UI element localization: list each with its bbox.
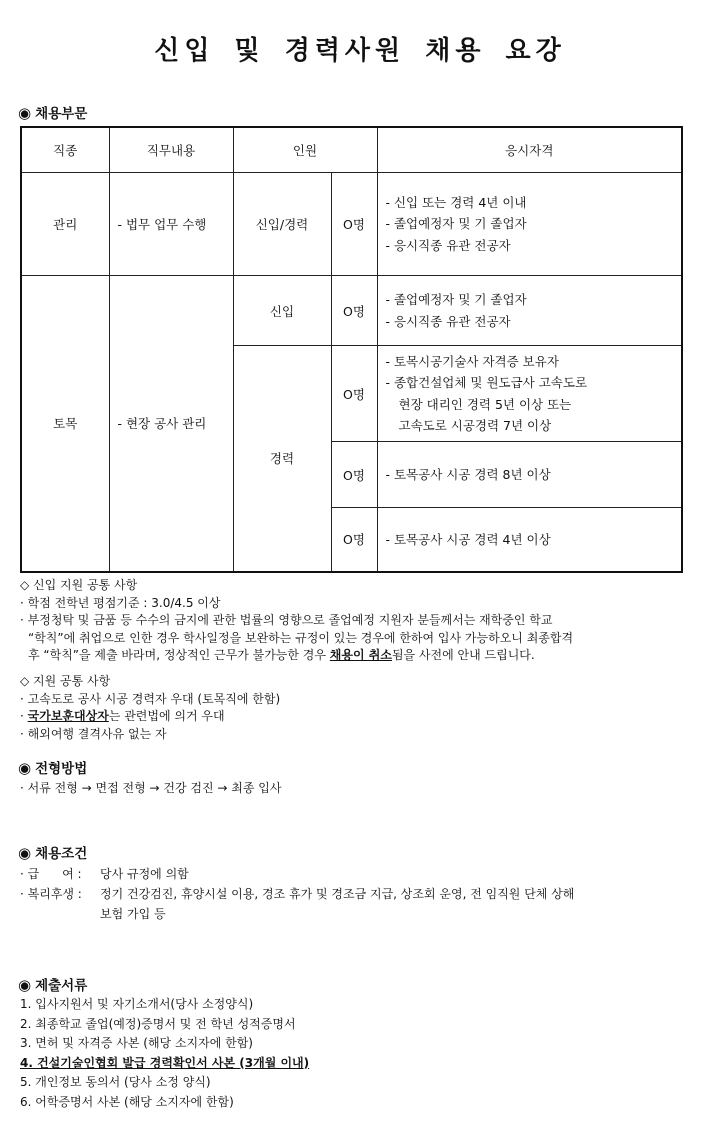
table-row (21, 276, 682, 346)
duty-mgmt: - 법무 업무 수행 (109, 173, 233, 276)
welfare-line: 보험 가입 등 (100, 907, 166, 921)
notes-new-line (20, 647, 692, 665)
condition-value (96, 884, 574, 924)
notes-text: 는 관련법에 의거 우대 (108, 709, 225, 724)
notes-new-heading: ◇ 신입 지원 공통 사항 (20, 578, 138, 592)
job-mgmt: 관리 (21, 173, 109, 276)
type-civil-exp: 경력 (233, 346, 331, 572)
condition-value: 당사 규정에 의함 (100, 867, 189, 881)
qual-line: - 졸업예정자 및 기 졸업자 (385, 216, 527, 232)
notes-new-line: · 부정청탁 및 금품 등 수수의 금지에 관한 법률의 영향으로 졸업예정 지원자 분들께서는 재학중인 학교 (20, 613, 553, 628)
notes-common-line: · 고속도로 공사 시공 경력자 우대 (토목직에 한함) (20, 691, 281, 706)
notes-text: 후 “학칙”을 제출 바라며, 정상적인 근무가 불가능한 경우 (28, 648, 330, 663)
recruit-table (20, 126, 683, 573)
condition-welfare (20, 884, 692, 924)
notes-common-line: · 해외여행 결격사유 없는 자 (20, 726, 167, 741)
list-item: 2. 최종학교 졸업(예정)증명서 및 전 학년 성적증명서 (20, 1016, 296, 1031)
table-header-row (21, 127, 682, 173)
section-bullet-icon: ◉ (18, 844, 32, 862)
section-process-label: 전형방법 (35, 761, 88, 777)
quals-civil-new (377, 276, 682, 346)
count-civil-exp2: O명 (331, 442, 377, 508)
list-item: 1. 입사지원서 및 자기소개서(당사 소정양식) (20, 997, 254, 1011)
section-documents-heading (18, 974, 87, 994)
count-civil-new: O명 (331, 276, 377, 346)
quals-civil-exp2: - 토목공사 시공 경력 8년 이상 (377, 442, 682, 508)
quals-civil-exp3: - 토목공사 시공 경력 4년 이상 (377, 508, 682, 572)
condition-label: · 복리후생 : (20, 887, 82, 901)
header-duty: 직무내용 (109, 127, 233, 173)
condition-pay (20, 864, 692, 884)
section-bullet-icon: ◉ (18, 759, 32, 777)
qual-line: - 종합건설업체 및 원도급사 고속도로 (385, 375, 588, 390)
section-conditions-heading (18, 842, 87, 862)
count-civil-exp1: O명 (331, 346, 377, 442)
process-steps: · 서류 전형 → 면접 전형 → 건강 검진 → 최종 입사 (20, 781, 282, 795)
section-conditions-label: 채용조건 (35, 846, 88, 862)
count-mgmt: O명 (331, 173, 377, 276)
notes-emphasis: 채용이 취소 (329, 648, 392, 663)
type-civil-new: 신입 (233, 276, 331, 346)
header-headcount: 인원 (233, 127, 377, 173)
qual-line: - 졸업예정자 및 기 졸업자 (385, 292, 527, 307)
notes-common-line (20, 708, 692, 726)
list-item: 5. 개인정보 동의서 (당사 소정 양식) (20, 1075, 211, 1089)
type-mgmt: 신입/경력 (233, 173, 331, 276)
qual-line: - 응시직종 유관 전공자 (385, 237, 511, 253)
job-civil: 토목 (21, 276, 109, 572)
count-civil-exp3: O명 (331, 508, 377, 572)
section-process-heading (18, 757, 87, 777)
section-recruit-heading (18, 102, 87, 122)
section-bullet-icon: ◉ (18, 976, 32, 994)
table-row (21, 173, 682, 276)
quals-mgmt (377, 173, 682, 276)
list-item: 6. 어학증명서 사본 (해당 소지자에 한함) (20, 1094, 234, 1109)
header-job: 직종 (21, 127, 109, 173)
notes-emphasis: 국가보훈대상자 (27, 709, 109, 724)
notes-common-heading: ◇ 지원 공통 사항 (20, 674, 111, 688)
notes-common (20, 673, 692, 743)
notes-new-line: “학칙”에 취업으로 인한 경우 학사일정을 보완하는 규정이 있는 경우에 한하여 입사 가능하오니 최종합격 (28, 630, 574, 645)
duty-civil: - 현장 공사 관리 (109, 276, 233, 572)
documents-list (20, 995, 309, 1112)
qual-line: - 신입 또는 경력 4년 이내 (385, 194, 527, 210)
list-item-emphasis: 4. 건설기술인협회 발급 경력확인서 사본 (3개월 이내) (20, 1055, 310, 1070)
list-item: 3. 면허 및 자격증 사본 (해당 소지자에 한함) (20, 1036, 253, 1050)
section-recruit-label: 채용부문 (35, 106, 88, 122)
qual-line: - 응시직종 유관 전공자 (385, 313, 511, 329)
notes-new-gpa: · 학점 전학년 평점기준 : 3.0/4.5 이상 (20, 595, 221, 610)
qual-line: 현장 대리인 경력 5년 이상 또는 (398, 396, 572, 412)
qual-line: 고속도로 시공경력 7년 이상 (398, 418, 552, 433)
notes-new-hire (20, 577, 692, 665)
condition-label: · 급 여 : (20, 867, 82, 881)
section-documents-label: 제출서류 (35, 978, 88, 994)
section-bullet-icon: ◉ (18, 104, 32, 122)
qual-line: - 토목시공기술사 자격증 보유자 (385, 353, 559, 369)
notes-text: 됨을 사전에 안내 드립니다. (391, 648, 535, 663)
page-title: 신입 및 경력사원 채용 요강 (154, 36, 566, 66)
conditions-block (20, 864, 692, 924)
welfare-line: 정기 건강검진, 휴양시설 이용, 경조 휴가 및 경조금 지급, 상조회 운영, 전 임직원 단체 상해 (100, 887, 575, 901)
header-qualification: 응시자격 (377, 127, 682, 173)
quals-civil-exp1 (377, 346, 682, 442)
notes-text: · (20, 709, 28, 724)
